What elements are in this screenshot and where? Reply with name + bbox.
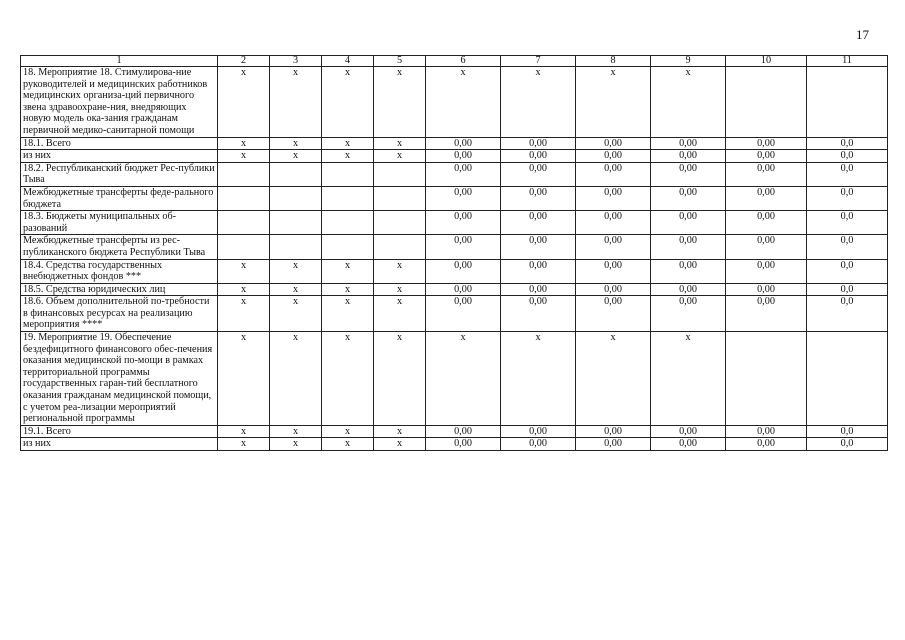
- table-cell: x: [322, 425, 374, 438]
- table-cell: x: [322, 150, 374, 163]
- table-cell: 0,00: [726, 235, 807, 259]
- table-cell: x: [322, 438, 374, 451]
- column-header: 4: [322, 56, 374, 67]
- table-cell: x: [501, 67, 576, 138]
- table-cell: x: [576, 67, 651, 138]
- row-label: 19.1. Всего: [21, 425, 218, 438]
- table-cell: 0,0: [807, 186, 888, 210]
- table-body: [21, 67, 888, 451]
- table-cell: [374, 186, 426, 210]
- table-cell: x: [322, 259, 374, 283]
- table-cell: x: [218, 332, 270, 426]
- table-cell: x: [374, 67, 426, 138]
- table-cell: [218, 211, 270, 235]
- table-cell: x: [374, 259, 426, 283]
- table-cell: 0,00: [426, 186, 501, 210]
- column-header: 3: [270, 56, 322, 67]
- table-row: [21, 67, 888, 138]
- table-cell: x: [374, 283, 426, 296]
- table-cell: 0,0: [807, 283, 888, 296]
- table-cell: 0,00: [651, 425, 726, 438]
- table-cell: 0,00: [651, 235, 726, 259]
- table-cell: 0,00: [426, 259, 501, 283]
- table-cell: x: [270, 296, 322, 332]
- table-cell: 0,00: [651, 186, 726, 210]
- table-cell: [270, 186, 322, 210]
- table-cell: 0,00: [726, 259, 807, 283]
- table-cell: 0,00: [651, 283, 726, 296]
- table-cell: 0,0: [807, 150, 888, 163]
- table-cell: x: [374, 438, 426, 451]
- table-cell: 0,00: [576, 186, 651, 210]
- table-cell: 0,00: [426, 162, 501, 186]
- table-cell: [270, 235, 322, 259]
- table-cell: [270, 211, 322, 235]
- table-cell: 0,00: [576, 162, 651, 186]
- row-label: 18.6. Объем дополнительной по-требности в финансовых ресурсах на реализацию мероприятия ****: [21, 296, 218, 332]
- table-cell: 0,00: [426, 150, 501, 163]
- table-row: [21, 438, 888, 451]
- table-cell: x: [501, 332, 576, 426]
- table-cell: x: [322, 332, 374, 426]
- table-cell: x: [218, 425, 270, 438]
- table-cell: x: [218, 259, 270, 283]
- table-cell: 0,00: [726, 162, 807, 186]
- table-cell: [374, 162, 426, 186]
- budget-table: [20, 55, 888, 451]
- table-cell: 0,0: [807, 235, 888, 259]
- table-cell: x: [218, 438, 270, 451]
- table-cell: x: [322, 283, 374, 296]
- table-cell: 0,00: [651, 137, 726, 150]
- table-cell: [374, 211, 426, 235]
- table-cell: x: [322, 296, 374, 332]
- table-cell: 0,00: [651, 150, 726, 163]
- row-label: 18.2. Республиканский бюджет Рес-публики Тыва: [21, 162, 218, 186]
- table-cell: [322, 162, 374, 186]
- row-label: из них: [21, 150, 218, 163]
- table-cell: x: [218, 67, 270, 138]
- row-label: 18.3. Бюджеты муниципальных об-разований: [21, 211, 218, 235]
- table-cell: x: [270, 67, 322, 138]
- column-header: 8: [576, 56, 651, 67]
- header-row: [21, 56, 888, 67]
- table-cell: 0,0: [807, 425, 888, 438]
- table-cell: 0,00: [576, 259, 651, 283]
- table-cell: [322, 211, 374, 235]
- table-cell: x: [322, 67, 374, 138]
- row-label: 18.1. Всего: [21, 137, 218, 150]
- table-cell: x: [651, 67, 726, 138]
- table-cell: 0,00: [426, 283, 501, 296]
- table-cell: x: [374, 137, 426, 150]
- table-cell: 0,00: [576, 235, 651, 259]
- table-cell: x: [426, 332, 501, 426]
- row-label: 18.5. Средства юридических лиц: [21, 283, 218, 296]
- table-cell: [218, 186, 270, 210]
- table-cell: 0,00: [576, 150, 651, 163]
- page-number: 17: [856, 27, 869, 42]
- table-cell: x: [651, 332, 726, 426]
- table-cell: x: [270, 283, 322, 296]
- table-cell: 0,00: [426, 211, 501, 235]
- table-cell: 0,00: [576, 211, 651, 235]
- table-cell: 0,00: [651, 162, 726, 186]
- table-cell: [374, 235, 426, 259]
- table-cell: [726, 67, 807, 138]
- table-cell: 0,00: [726, 425, 807, 438]
- table-cell: 0,0: [807, 438, 888, 451]
- table-cell: x: [218, 150, 270, 163]
- table-cell: 0,00: [726, 438, 807, 451]
- table-cell: x: [374, 150, 426, 163]
- column-header: 10: [726, 56, 807, 67]
- table-cell: 0,00: [501, 137, 576, 150]
- table-cell: 0,00: [726, 211, 807, 235]
- table-cell: x: [218, 296, 270, 332]
- table-cell: 0,00: [426, 235, 501, 259]
- table-cell: 0,00: [501, 150, 576, 163]
- table-cell: 0,00: [501, 211, 576, 235]
- table-cell: 0,00: [726, 296, 807, 332]
- table-cell: x: [270, 137, 322, 150]
- table-cell: 0,00: [501, 296, 576, 332]
- table-cell: 0,00: [576, 137, 651, 150]
- table-cell: x: [426, 67, 501, 138]
- table-cell: x: [322, 137, 374, 150]
- table-cell: 0,00: [426, 425, 501, 438]
- table-cell: [807, 332, 888, 426]
- table-cell: 0,00: [726, 150, 807, 163]
- table-cell: 0,00: [726, 283, 807, 296]
- table-cell: [270, 162, 322, 186]
- table-cell: 0,00: [576, 283, 651, 296]
- table-row: [21, 296, 888, 332]
- table-cell: 0,00: [651, 211, 726, 235]
- table-row: [21, 259, 888, 283]
- table-cell: 0,0: [807, 211, 888, 235]
- table-cell: 0,00: [501, 283, 576, 296]
- table-cell: 0,00: [501, 162, 576, 186]
- table-row: [21, 186, 888, 210]
- table-cell: 0,00: [501, 438, 576, 451]
- table-row: [21, 235, 888, 259]
- table-row: [21, 332, 888, 426]
- table-cell: 0,00: [426, 438, 501, 451]
- row-label: Межбюджетные трансферты из рес-публиканского бюджета Республики Тыва: [21, 235, 218, 259]
- table-cell: 0,00: [426, 296, 501, 332]
- table-cell: 0,00: [576, 296, 651, 332]
- table-cell: 0,00: [501, 235, 576, 259]
- table-cell: 0,0: [807, 296, 888, 332]
- table-cell: [218, 162, 270, 186]
- table-cell: x: [270, 150, 322, 163]
- column-header: 9: [651, 56, 726, 67]
- table-cell: 0,0: [807, 162, 888, 186]
- table-cell: 0,00: [726, 137, 807, 150]
- table-cell: [322, 186, 374, 210]
- table-cell: x: [270, 259, 322, 283]
- column-header: 6: [426, 56, 501, 67]
- table-cell: 0,00: [501, 259, 576, 283]
- table-cell: [726, 332, 807, 426]
- table-cell: x: [218, 283, 270, 296]
- table-cell: 0,00: [651, 438, 726, 451]
- table-cell: 0,00: [651, 259, 726, 283]
- table-cell: 0,00: [501, 186, 576, 210]
- table-row: [21, 137, 888, 150]
- table-cell: x: [576, 332, 651, 426]
- table-row: [21, 150, 888, 163]
- column-header: 5: [374, 56, 426, 67]
- column-header: 7: [501, 56, 576, 67]
- table-cell: 0,00: [726, 186, 807, 210]
- table-cell: 0,00: [576, 425, 651, 438]
- table-cell: x: [270, 425, 322, 438]
- table-cell: [807, 67, 888, 138]
- column-header: 1: [21, 56, 218, 67]
- column-header: 11: [807, 56, 888, 67]
- table-cell: 0,00: [651, 296, 726, 332]
- table-cell: [322, 235, 374, 259]
- row-label: Межбюджетные трансферты феде-рального бюджета: [21, 186, 218, 210]
- table-cell: x: [374, 425, 426, 438]
- table-cell: 0,00: [501, 425, 576, 438]
- table-row: [21, 162, 888, 186]
- table-row: [21, 283, 888, 296]
- table-row: [21, 425, 888, 438]
- table-row: [21, 211, 888, 235]
- table-cell: x: [270, 332, 322, 426]
- table-cell: 0,0: [807, 259, 888, 283]
- row-label: 18. Мероприятие 18. Стимулирова-ние руководителей и медицинских работников медицинских организа-ций первичного звена здравоохране-ния, внедряющих новую модель ока-зания гражданам первичной медико-санитарной помощи: [21, 67, 218, 138]
- row-label: из них: [21, 438, 218, 451]
- column-header: 2: [218, 56, 270, 67]
- table-cell: x: [374, 296, 426, 332]
- table-cell: 0,00: [426, 137, 501, 150]
- row-label: 19. Мероприятие 19. Обеспечение бездефицитного финансового обес-печения оказания медицинской по-мощи в рамках территориальной программы государственных гаран-тий бесплатного оказания гражданам медицинской помощи, с учетом реа-лизации мероприятий региональной программы: [21, 332, 218, 426]
- table-cell: x: [218, 137, 270, 150]
- table-cell: [218, 235, 270, 259]
- table-cell: x: [374, 332, 426, 426]
- row-label: 18.4. Средства государственных внебюджетных фондов ***: [21, 259, 218, 283]
- table-cell: x: [270, 438, 322, 451]
- table-cell: 0,00: [576, 438, 651, 451]
- table-cell: 0,0: [807, 137, 888, 150]
